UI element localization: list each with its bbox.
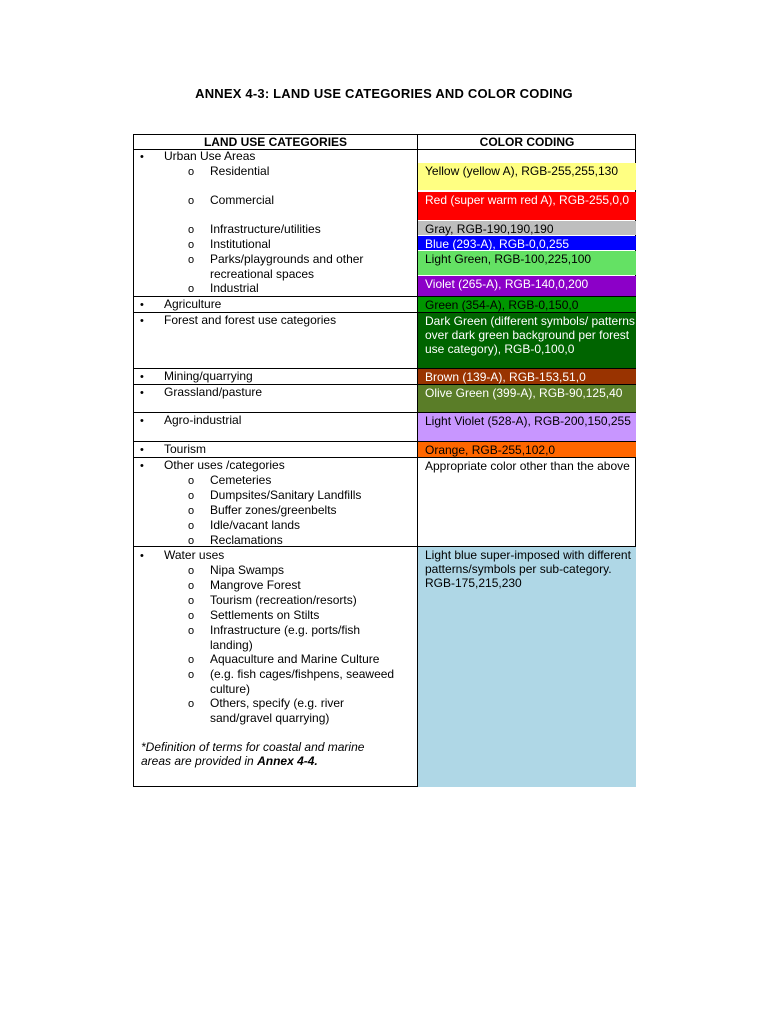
bullet: • bbox=[140, 299, 144, 311]
label-cemeteries: Cemeteries bbox=[210, 473, 272, 487]
color-violet: Violet (265-A), RGB-140,0,200 bbox=[418, 276, 636, 296]
sub-bullet: o bbox=[188, 535, 195, 547]
label-others-specify: Others, specify (e.g. river bbox=[210, 696, 345, 710]
bullet: • bbox=[140, 460, 144, 472]
sub-bullet: o bbox=[188, 224, 195, 236]
label-institutional: Institutional bbox=[210, 237, 271, 251]
label-idle-lands: Idle/vacant lands bbox=[210, 518, 301, 532]
label-industrial: Industrial bbox=[210, 281, 259, 295]
label-others-specify-continued: sand/gravel quarrying) bbox=[210, 711, 330, 725]
label-buffer-zones: Buffer zones/greenbelts bbox=[210, 503, 337, 517]
label-infrastructure-ports-continued: landing) bbox=[210, 638, 253, 652]
label-aquaculture: Aquaculture and Marine Culture bbox=[210, 652, 380, 666]
sub-bullet: o bbox=[188, 520, 195, 532]
bullet: • bbox=[140, 550, 144, 562]
footnote-line-2: areas are provided in Annex 4-4. bbox=[141, 754, 318, 768]
label-dumpsites: Dumpsites/Sanitary Landfills bbox=[210, 488, 362, 502]
label-nipa-swamps: Nipa Swamps bbox=[210, 563, 285, 577]
label-other-uses: Other uses /categories bbox=[164, 458, 285, 472]
sub-bullet: o bbox=[188, 475, 195, 487]
color-olive-green: Olive Green (399-A), RGB-90,125,40 bbox=[418, 385, 636, 412]
color-other: Appropriate color other than the above bbox=[425, 459, 630, 473]
label-commercial: Commercial bbox=[210, 193, 275, 207]
label-reclamations: Reclamations bbox=[210, 533, 283, 547]
bullet: • bbox=[140, 371, 144, 383]
label-parks: Parks/playgrounds and other bbox=[210, 252, 364, 266]
color-blue: Blue (293-A), RGB-0,0,255 bbox=[418, 236, 636, 250]
footnote-line-1: *Definition of terms for coastal and marine bbox=[141, 740, 365, 754]
label-fish-cages: (e.g. fish cages/fishpens, seaweed bbox=[210, 667, 395, 681]
land-use-table bbox=[133, 134, 636, 787]
color-dark-green: Dark Green (different symbols/ patterns over dark green background per forest use category), RGB-0,100,0 bbox=[418, 313, 636, 368]
label-agriculture: Agriculture bbox=[164, 297, 222, 311]
color-orange: Orange, RGB-255,102,0 bbox=[418, 442, 636, 457]
label-infrastructure-ports: Infrastructure (e.g. ports/fish bbox=[210, 623, 361, 637]
color-light-violet: Light Violet (528-A), RGB-200,150,255 bbox=[418, 413, 636, 441]
sub-bullet: o bbox=[188, 283, 195, 295]
bullet: • bbox=[140, 444, 144, 456]
label-parks-continued: recreational spaces bbox=[210, 267, 315, 281]
label-grassland: Grassland/pasture bbox=[164, 385, 263, 399]
label-tourism-resorts: Tourism (recreation/resorts) bbox=[210, 593, 357, 607]
color-green: Green (354-A), RGB-0,150,0 bbox=[418, 297, 636, 312]
label-settlements-stilts: Settlements on Stilts bbox=[210, 608, 320, 622]
label-tourism: Tourism bbox=[164, 442, 207, 456]
page-title: ANNEX 4-3: LAND USE CATEGORIES AND COLOR CODING bbox=[195, 86, 573, 101]
color-yellow: Yellow (yellow A), RGB-255,255,130 bbox=[418, 163, 636, 190]
sub-bullet: o bbox=[188, 698, 195, 710]
bullet: • bbox=[140, 387, 144, 399]
sub-bullet: o bbox=[188, 565, 195, 577]
label-water-uses: Water uses bbox=[164, 548, 225, 562]
sub-bullet: o bbox=[188, 490, 195, 502]
sub-bullet: o bbox=[188, 195, 195, 207]
color-gray: Gray, RGB-190,190,190 bbox=[418, 221, 636, 235]
label-infrastructure: Infrastructure/utilities bbox=[210, 222, 321, 236]
label-mangrove-forest: Mangrove Forest bbox=[210, 578, 301, 592]
label-fish-cages-continued: culture) bbox=[210, 682, 251, 696]
sub-bullet: o bbox=[188, 580, 195, 592]
sub-bullet: o bbox=[188, 166, 195, 178]
label-residential: Residential bbox=[210, 164, 270, 178]
sub-bullet: o bbox=[188, 254, 195, 266]
bullet: • bbox=[140, 315, 144, 327]
sub-bullet: o bbox=[188, 625, 195, 637]
label-forest: Forest and forest use categories bbox=[164, 313, 337, 327]
label-urban-use-areas: Urban Use Areas bbox=[164, 149, 256, 163]
sub-bullet: o bbox=[188, 239, 195, 251]
label-agro-industrial: Agro-industrial bbox=[164, 413, 242, 427]
bullet: • bbox=[140, 415, 144, 427]
sub-bullet: o bbox=[188, 669, 195, 681]
sub-bullet: o bbox=[188, 505, 195, 517]
annex-reference: Annex 4-4. bbox=[257, 754, 318, 768]
sub-bullet: o bbox=[188, 610, 195, 622]
bullet: • bbox=[140, 151, 144, 163]
sub-bullet: o bbox=[188, 595, 195, 607]
color-brown: Brown (139-A), RGB-153,51,0 bbox=[418, 369, 636, 384]
color-light-green: Light Green, RGB-100,225,100 bbox=[418, 251, 636, 275]
label-mining: Mining/quarrying bbox=[164, 369, 253, 383]
color-red: Red (super warm red A), RGB-255,0,0 bbox=[418, 192, 636, 220]
header-color-coding: COLOR CODING bbox=[479, 135, 575, 149]
header-land-use-categories: LAND USE CATEGORIES bbox=[203, 135, 348, 149]
color-water: Light blue super-imposed with different patterns/symbols per sub-category. RGB-175,215,230 bbox=[418, 547, 636, 787]
sub-bullet: o bbox=[188, 654, 195, 666]
